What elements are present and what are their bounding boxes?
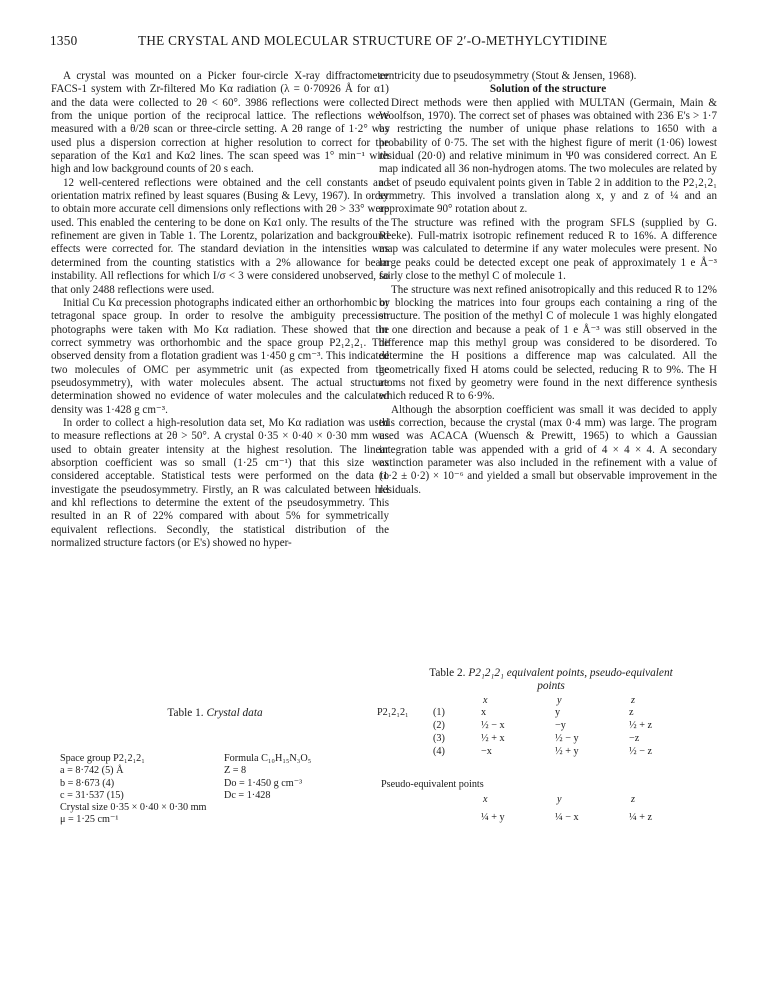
column-header: y (557, 794, 562, 805)
table-cell: Dc = 1·428 (224, 789, 271, 801)
table-cell: ½ + z (629, 720, 653, 731)
right-column (379, 70, 717, 497)
table-cell: ¼ + y (481, 812, 505, 823)
table-cell: ½ − y (555, 733, 579, 744)
table-title: P2₁2₁2₁ equivalent points, pseudo-equivalent (468, 667, 673, 679)
page-number: 1350 (50, 33, 78, 48)
table-cell: ½ + x (481, 733, 505, 744)
table-row: μ = 1·25 cm⁻¹ (60, 814, 119, 826)
row-number: (4) (433, 746, 445, 757)
paragraph: The structure was next refined anisotropically and this reduced R to 12% by blocking the matrices into four groups each containing a ring of the structure. The position of the methyl C of molecule 1 was highly elongated in one direction and because a peak of 1 e Å⁻³ was still observed in the difference map this methyl group was considered to be disordered. To determine the H positions a difference map was calculated. All the geometrically fixed H atoms could be selected, reducing R to 9%. The H atoms not fixed by geometry were found in the next difference synthesis which reduced R to 6·9%. (379, 283, 717, 403)
table-cell: ¼ + z (629, 812, 653, 823)
column-header: y (557, 695, 562, 706)
table-label: Table 1. (167, 707, 204, 719)
table-equivalent-points (377, 667, 721, 834)
paragraph: A crystal was mounted on a Picker four-circle X-ray diffractometer FACS-1 system with Zr-filtered Mo Kα radiation (λ = 0·70926 Å for α1) and the data were collected to 2θ < 60°. 3986 reflections were collected from the unique portion of the reciprocal lattice. The reflections were measured with a θ/2θ scan or three-circle setting. A 2θ range of 1·2° was used plus a dispersion correction at higher resolution to correct for the separation of the Kα1 and Kα2 lines. The scan speed was 1° min⁻¹ with high and low background counts of 20 s each. (51, 70, 389, 176)
table-cell: −z (629, 733, 640, 744)
column-header: z (631, 695, 635, 706)
pseudo-points-title: Pseudo-equivalent points (381, 779, 484, 790)
paragraph: Although the absorption coefficient was small it was decided to apply this correction, because the crystal (max 0·4 mm) was large. The program used was ACACA (Wuensch & Prewitt, 1965) to which a Gaussian integration table was appended with a grid of 4 × 4 × 4. A secondary extinction parameter was also included in the refinement with a value of (1·2 ± 0·2) × 10⁻⁶ and yielded a small but observable improvement in the residuals. (379, 403, 717, 496)
table-cell: z (629, 707, 634, 718)
table-row: Crystal size 0·35 × 0·40 × 0·30 mm (60, 802, 207, 814)
paragraph: Direct methods were then applied with MULTAN (Germain, Main & Woolfson, 1970). The correct set of phases was obtained with 236 E's > 1·7 by restricting the number of unique phase relations to 1650 with a probability of 0·75. The set with the highest figure of merit (1·06) lowest residual (20·0) and relative minimum in Ψ0 was considered correct. An E map indicated all 36 non-hydrogen atoms. The two molecules are related by a set of pseudo equivalent points given in Table 2 in addition to the P2₁2₁2₁ symmetry. This involved a translation along x, y and z of ¼ and an approximate 90° rotation about z. (379, 96, 717, 216)
section-title: Solution of the structure (489, 83, 607, 96)
paragraph: In order to collect a high-resolution data set, Mo Kα radiation was used to measure reflections at 2θ > 50°. A crystal 0·35 × 0·40 × 0·30 mm was used to obtain greater intensity at the highest resolution. The linear absorption coefficient was so small (1·25 cm⁻¹) that this size was considered acceptable. Statistical tests were performed on the data to investigate the pseudosymmetry. Firstly, an R was calculated between hkl and khl reflections to determine the extent of the pseudosymmetry. This resulted in an R of 22% compared with about 5% for symmetrically equivalent reflections. Secondly, the statistical distribution of the normalized structure factors (or E's) showed no hyper- (51, 416, 389, 550)
table-row (60, 778, 370, 790)
row-number: (1) (433, 707, 445, 718)
table-cell: Space group P2₁2₁2₁ (60, 753, 145, 765)
table-cell: b = 8·673 (4) (60, 777, 115, 789)
column-header: z (631, 794, 635, 805)
table-caption (381, 667, 721, 693)
table-cell: ½ − x (481, 720, 505, 731)
table-cell: Do = 1·450 g cm⁻³ (224, 777, 303, 789)
pseudo-points-grid (381, 794, 721, 834)
table-cell: Formula C₁₀H₁₅N₃O₅ (224, 753, 312, 765)
equivalent-points-grid (377, 695, 721, 769)
table-cell: Z = 8 (224, 765, 247, 777)
table-cell: a = 8·742 (5) Å (60, 765, 124, 777)
table-cell: −y (555, 720, 566, 731)
table-title-line2: points (537, 680, 565, 692)
column-header: x (483, 794, 488, 805)
table-cell: −x (481, 746, 492, 757)
table-cell: ¼ − x (555, 812, 579, 823)
table-row (60, 753, 370, 765)
table-cell: y (555, 707, 561, 718)
row-number: (3) (433, 733, 445, 744)
table-cell: x (481, 707, 487, 718)
paragraph-continuation: centricity due to pseudosymmetry (Stout & Jensen, 1968). (379, 70, 637, 82)
table-label: Table 2. (429, 667, 466, 679)
paragraph: The structure was refined with the program SFLS (supplied by G. Reeke). Full-matrix isotropic refinement reduced R to 16%. A difference map was calculated to determine if any water molecules were present. No large peaks could be detected except one peak of approximately 1 e Å⁻³ fairly close to the methyl C of molecule 1. (379, 216, 717, 283)
table-crystal-data (60, 707, 370, 826)
left-column (51, 70, 389, 550)
table-cell: c = 31·537 (15) (60, 789, 124, 801)
table-row (60, 765, 370, 777)
group-label: P2₁2₁2₁ (377, 707, 409, 718)
running-head: THE CRYSTAL AND MOLECULAR STRUCTURE OF 2′-O-METHYLCYTIDINE (138, 33, 608, 48)
paragraph: Initial Cu Kα precession photographs indicated either an orthorhombic or tetragonal space group. In order to resolve the ambiguity precession photographs were taken with Mo Kα radiation. These showed that the correct symmetry was orthorhombic and the space group P2₁2₁2₁. The observed density from a flotation gradient was 1·450 g cm⁻³. This indicated two molecules of OMC per asymmetric unit (as expected from the pseudosymmetry), with water molecules absent. The actual structure determination showed no evidence of water molecules and the calculated density was 1·428 g cm⁻³. (51, 296, 389, 416)
row-number: (2) (433, 720, 445, 731)
table-caption (60, 707, 370, 719)
table-row (60, 790, 370, 802)
table-cell: ½ + y (555, 746, 579, 757)
table-title: Crystal data (206, 707, 263, 719)
table-cell: ½ − z (629, 746, 653, 757)
paragraph: 12 well-centered reflections were obtained and the cell constants and orientation matrix refined by least squares (Busing & Levy, 1967). In order to obtain more accurate cell dimensions only reflections with 2θ > 33° were used. This enabled the centering to be done on Kα1 only. The results of the refinement are given in Table 1. The Lorentz, polarization and background effects were corrected for. The standard deviation in the intensities was determined from the counting statistics with a 2% allowance for beam instability. All reflections for which I/σ < 3 were considered unobserved, so that only 2488 reflections were used. (51, 176, 389, 296)
column-header: x (483, 695, 488, 706)
